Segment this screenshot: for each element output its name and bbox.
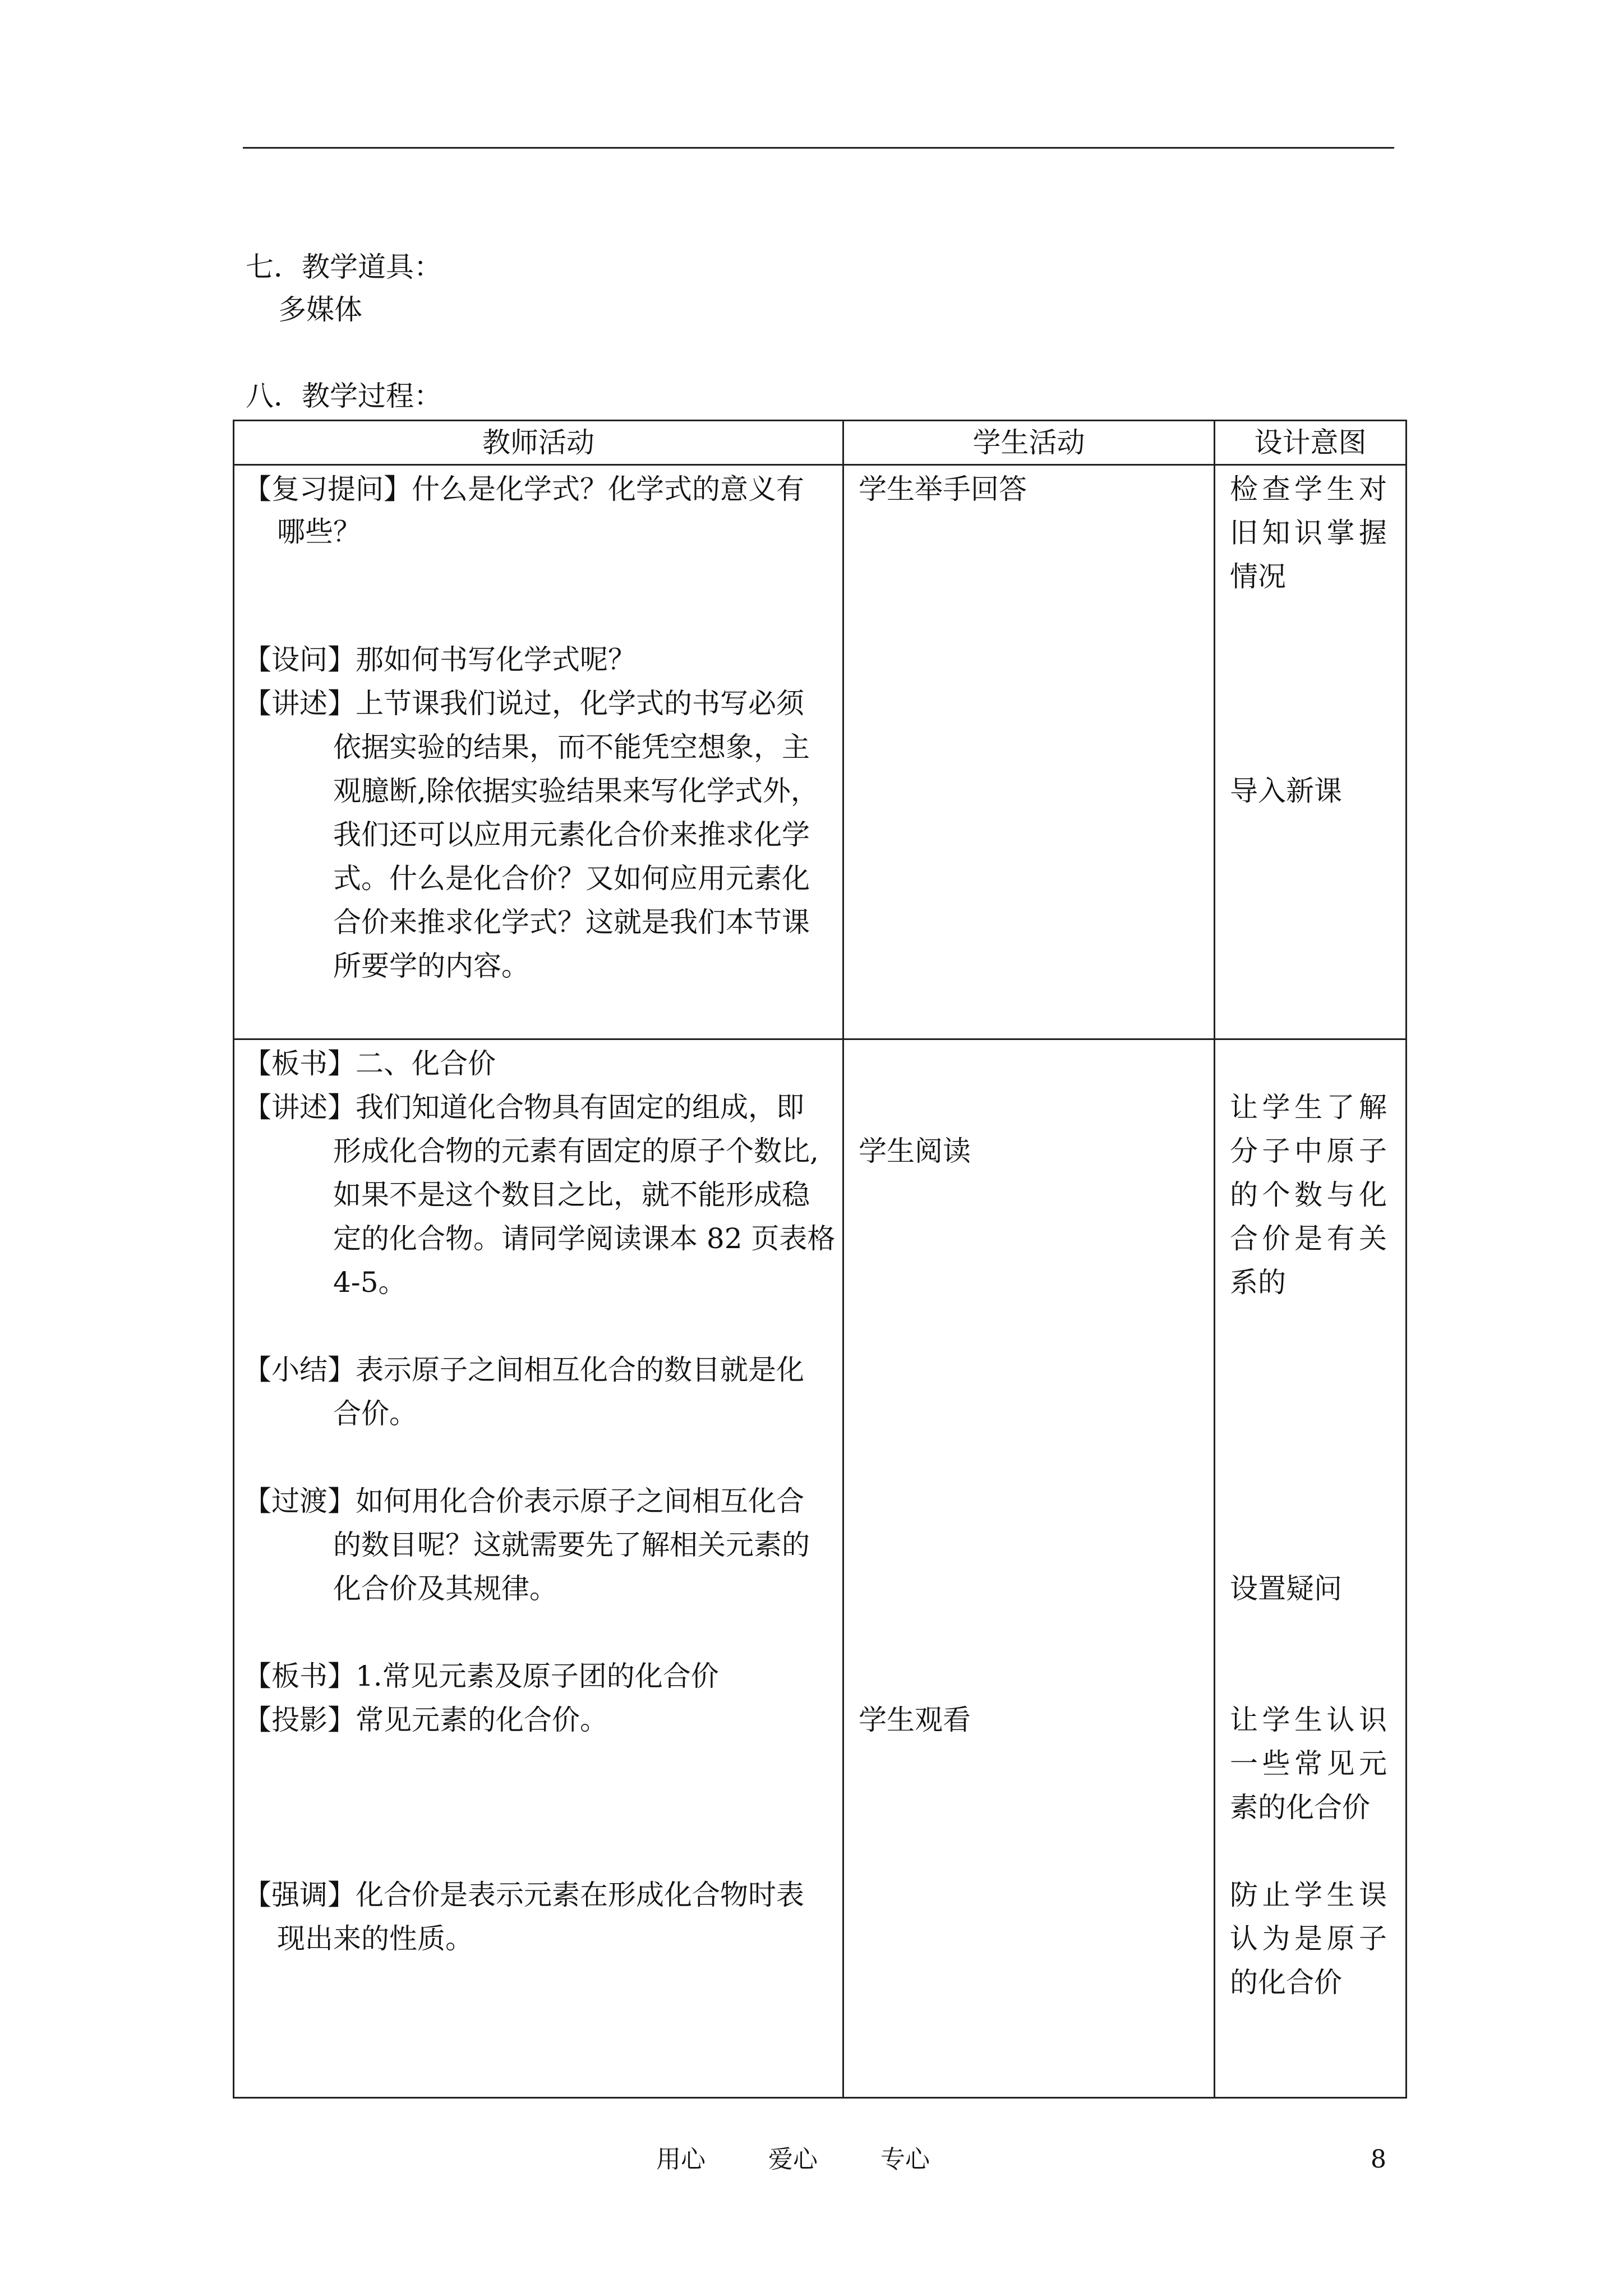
lecture-line: 依据实验的结果，而不能凭空想象，主 <box>333 731 810 763</box>
lecture-line: 【讲述】我们知道化合物具有固定的组成，即 <box>243 1091 804 1124</box>
lecture-line: 【讲述】上节课我们说过，化学式的书写必须 <box>243 687 804 720</box>
intent-line: 情况 <box>1230 560 1286 593</box>
row1-intent-cell <box>1215 465 1407 1039</box>
student-answer-text: 学生举手回答 <box>859 473 1027 505</box>
lecture-line: 式。什么是化合价？又如何应用元素化 <box>333 862 810 895</box>
footer-motto-3: 专心 <box>880 2145 930 2174</box>
intent-line: 分子中原子 <box>1230 1135 1387 1167</box>
intent-line: 的个数与化 <box>1230 1179 1387 1211</box>
intent-line: 的化合价 <box>1230 1966 1342 1999</box>
footer-motto-1: 用心 <box>656 2145 706 2174</box>
intent-line: 素的化合价 <box>1230 1791 1370 1824</box>
intent-line: 让学生了解 <box>1230 1091 1387 1124</box>
emphasis-line: 现出来的性质。 <box>277 1922 473 1955</box>
row2-student-cell <box>843 1039 1215 2098</box>
row1-teacher-cell <box>234 465 843 1039</box>
lecture-line: 形成化合物的元素有固定的原子个数比, <box>333 1135 819 1167</box>
projection-line: 【投影】常见元素的化合价。 <box>243 1704 608 1736</box>
student-read-text: 学生阅读 <box>859 1135 971 1167</box>
board-line: 【板书】二、化合价 <box>243 1047 496 1080</box>
lecture-line: 4-5。 <box>333 1266 407 1299</box>
lecture-line: 如果不是这个数目之比，就不能形成稳 <box>333 1179 810 1211</box>
intent-line: 认为是原子 <box>1230 1922 1387 1955</box>
summary-line: 【小结】表示原子之间相互化合的数目就是化 <box>243 1354 804 1386</box>
summary-line: 合价。 <box>333 1397 417 1430</box>
table-row <box>234 465 1407 1039</box>
header-student-activity: 学生活动 <box>843 421 1215 465</box>
set-question-line: 【设问】那如何书写化学式呢？ <box>243 643 636 676</box>
lecture-line: 观臆断,除依据实验结果来写化学式外， <box>333 775 819 807</box>
lecture-line: 合价来推求化学式？这就是我们本节课 <box>333 906 810 938</box>
header-design-intent: 设计意图 <box>1215 421 1407 465</box>
transition-line: 化合价及其规律。 <box>333 1572 557 1605</box>
header-rule <box>243 147 1394 149</box>
intent-line: 让学生认识 <box>1230 1704 1387 1736</box>
table-row <box>234 1039 1407 2098</box>
transition-line: 的数目呢？这就需要先了解相关元素的 <box>333 1529 810 1561</box>
lecture-line: 所要学的内容。 <box>333 950 529 982</box>
row2-intent-cell <box>1215 1039 1407 2098</box>
table-header-row <box>234 421 1407 465</box>
student-watch-text: 学生观看 <box>859 1704 971 1736</box>
row2-teacher-cell <box>234 1039 843 2098</box>
intent-line: 检查学生对 <box>1230 473 1387 505</box>
section-8-heading: 八．教学过程： <box>246 380 442 412</box>
row1-student-cell <box>843 465 1215 1039</box>
teaching-process-table <box>233 420 1407 2099</box>
board-line: 【板书】1.常见元素及原子团的化合价 <box>243 1660 719 1692</box>
intent-line: 一些常见元 <box>1230 1747 1387 1780</box>
review-question-line: 哪些？ <box>277 516 361 548</box>
intent-line: 导入新课 <box>1230 775 1342 807</box>
emphasis-line: 【强调】化合价是表示元素在形成化合物时表 <box>243 1879 804 1911</box>
header-teacher-activity: 教师活动 <box>234 421 843 465</box>
intent-line: 旧知识掌握 <box>1230 517 1387 549</box>
intent-line: 防止学生误 <box>1230 1879 1387 1911</box>
page-number: 8 <box>1371 2145 1386 2174</box>
transition-line: 【过渡】如何用化合价表示原子之间相互化合 <box>243 1485 804 1517</box>
intent-line: 系的 <box>1230 1266 1286 1299</box>
intent-line: 合价是有关 <box>1230 1222 1387 1255</box>
review-question-line: 【复习提问】什么是化学式？化学式的意义有 <box>243 473 804 505</box>
footer-motto-2: 爱心 <box>768 2145 818 2174</box>
intent-line: 设置疑问 <box>1230 1572 1342 1605</box>
section-7-content: 多媒体 <box>278 293 362 326</box>
lecture-line: 定的化合物。请同学阅读课本 82 页表格 <box>333 1222 836 1255</box>
section-7-heading: 七．教学道具： <box>246 251 442 283</box>
lecture-line: 我们还可以应用元素化合价来推求化学 <box>333 818 810 851</box>
